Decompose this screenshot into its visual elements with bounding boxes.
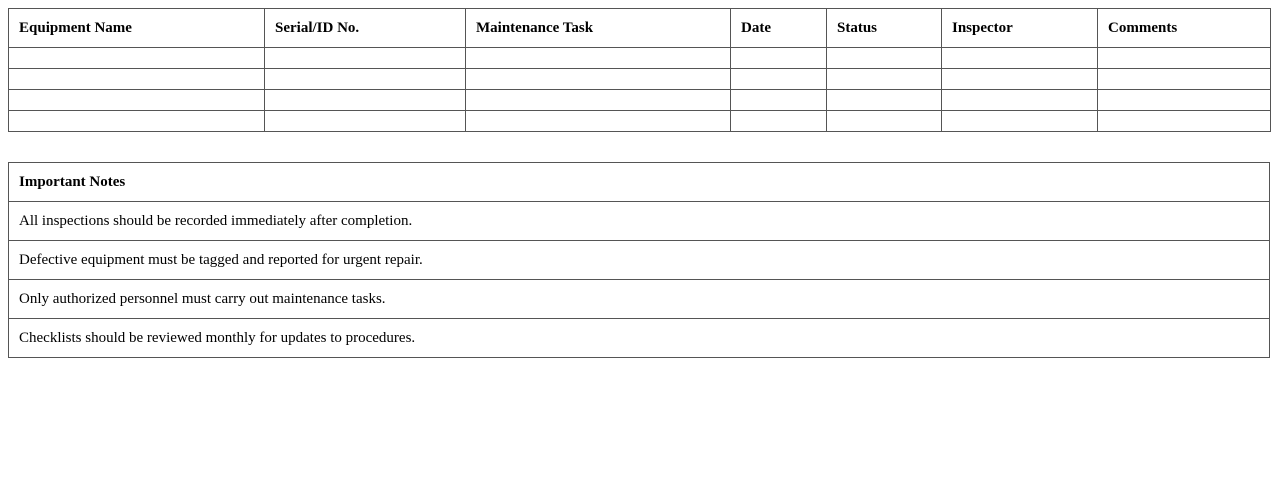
table-cell[interactable] <box>466 48 731 69</box>
note-row <box>9 241 1270 280</box>
maintenance-log-table <box>8 8 1271 132</box>
notes-title: Important Notes <box>9 163 1270 202</box>
table-cell[interactable] <box>9 111 265 132</box>
table-row <box>9 48 1271 69</box>
table-cell[interactable] <box>9 90 265 111</box>
table-cell[interactable] <box>265 90 466 111</box>
table-cell[interactable] <box>265 48 466 69</box>
column-header-serial-id: Serial/ID No. <box>265 9 466 48</box>
table-row <box>9 90 1271 111</box>
table-cell[interactable] <box>265 111 466 132</box>
table-cell[interactable] <box>827 69 942 90</box>
table-cell[interactable] <box>1098 48 1271 69</box>
table-cell[interactable] <box>466 69 731 90</box>
important-notes-table <box>8 162 1270 358</box>
table-cell[interactable] <box>731 90 827 111</box>
table-cell[interactable] <box>1098 111 1271 132</box>
table-cell[interactable] <box>466 111 731 132</box>
table-cell[interactable] <box>1098 69 1271 90</box>
column-header-inspector: Inspector <box>942 9 1098 48</box>
table-cell[interactable] <box>731 48 827 69</box>
table-cell[interactable] <box>942 111 1098 132</box>
table-row <box>9 69 1271 90</box>
table-row <box>9 111 1271 132</box>
note-row <box>9 280 1270 319</box>
table-cell[interactable] <box>827 90 942 111</box>
table-cell[interactable] <box>942 69 1098 90</box>
column-header-status: Status <box>827 9 942 48</box>
table-cell[interactable] <box>731 111 827 132</box>
table-cell[interactable] <box>827 48 942 69</box>
table-cell[interactable] <box>9 69 265 90</box>
column-header-maintenance-task: Maintenance Task <box>466 9 731 48</box>
table-cell[interactable] <box>1098 90 1271 111</box>
table-cell[interactable] <box>731 69 827 90</box>
table-header-row <box>9 9 1271 48</box>
note-item: Checklists should be reviewed monthly for updates to procedures. <box>9 319 1270 358</box>
notes-header-row <box>9 163 1270 202</box>
table-cell[interactable] <box>466 90 731 111</box>
note-row <box>9 202 1270 241</box>
table-cell[interactable] <box>942 90 1098 111</box>
column-header-date: Date <box>731 9 827 48</box>
column-header-equipment-name: Equipment Name <box>9 9 265 48</box>
note-item: Only authorized personnel must carry out maintenance tasks. <box>9 280 1270 319</box>
column-header-comments: Comments <box>1098 9 1271 48</box>
table-cell[interactable] <box>265 69 466 90</box>
note-item: All inspections should be recorded immediately after completion. <box>9 202 1270 241</box>
note-item: Defective equipment must be tagged and reported for urgent repair. <box>9 241 1270 280</box>
note-row <box>9 319 1270 358</box>
table-cell[interactable] <box>942 48 1098 69</box>
table-cell[interactable] <box>9 48 265 69</box>
table-cell[interactable] <box>827 111 942 132</box>
